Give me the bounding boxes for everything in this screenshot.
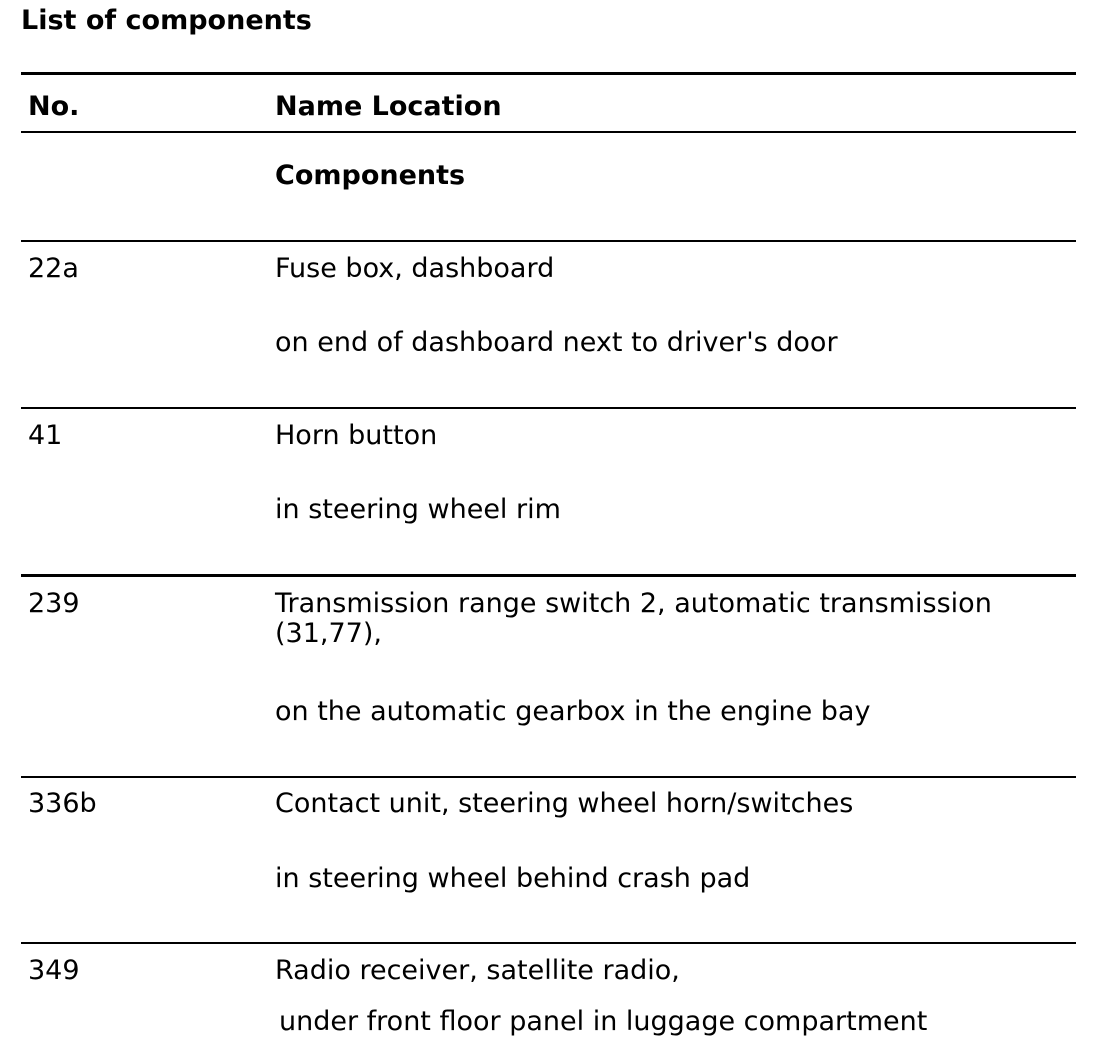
- row-number: 239: [28, 588, 80, 619]
- component-location: on the automatic gearbox in the engine bay: [275, 696, 871, 727]
- column-header-name-location: Name Location: [275, 91, 502, 122]
- component-name: Contact unit, steering wheel horn/switches: [275, 788, 854, 819]
- row-number: 349: [28, 955, 80, 986]
- row-divider: [21, 942, 1076, 944]
- component-name: Radio receiver, satellite radio,: [275, 955, 680, 986]
- component-name: Horn button: [275, 420, 438, 451]
- page-title: List of components: [21, 5, 312, 36]
- row-number: 22a: [28, 253, 79, 284]
- column-header-no: No.: [28, 91, 80, 122]
- component-location: in steering wheel rim: [275, 494, 561, 525]
- row-number: 41: [28, 420, 63, 451]
- component-name: Transmission range switch 2, automatic transmission (31,77),: [275, 588, 992, 649]
- component-location: in steering wheel behind crash pad: [275, 863, 751, 894]
- row-divider: [21, 407, 1076, 409]
- row-number: 336b: [28, 788, 97, 819]
- component-name: Fuse box, dashboard: [275, 253, 555, 284]
- component-location: under front floor panel in luggage compartment: [279, 1006, 928, 1037]
- section-heading: Components: [275, 160, 466, 191]
- row-divider: [21, 574, 1076, 577]
- row-divider: [21, 776, 1076, 778]
- component-location: on end of dashboard next to driver's door: [275, 327, 838, 358]
- table-top-rule: [21, 72, 1076, 75]
- header-divider: [21, 131, 1076, 133]
- row-divider: [21, 240, 1076, 242]
